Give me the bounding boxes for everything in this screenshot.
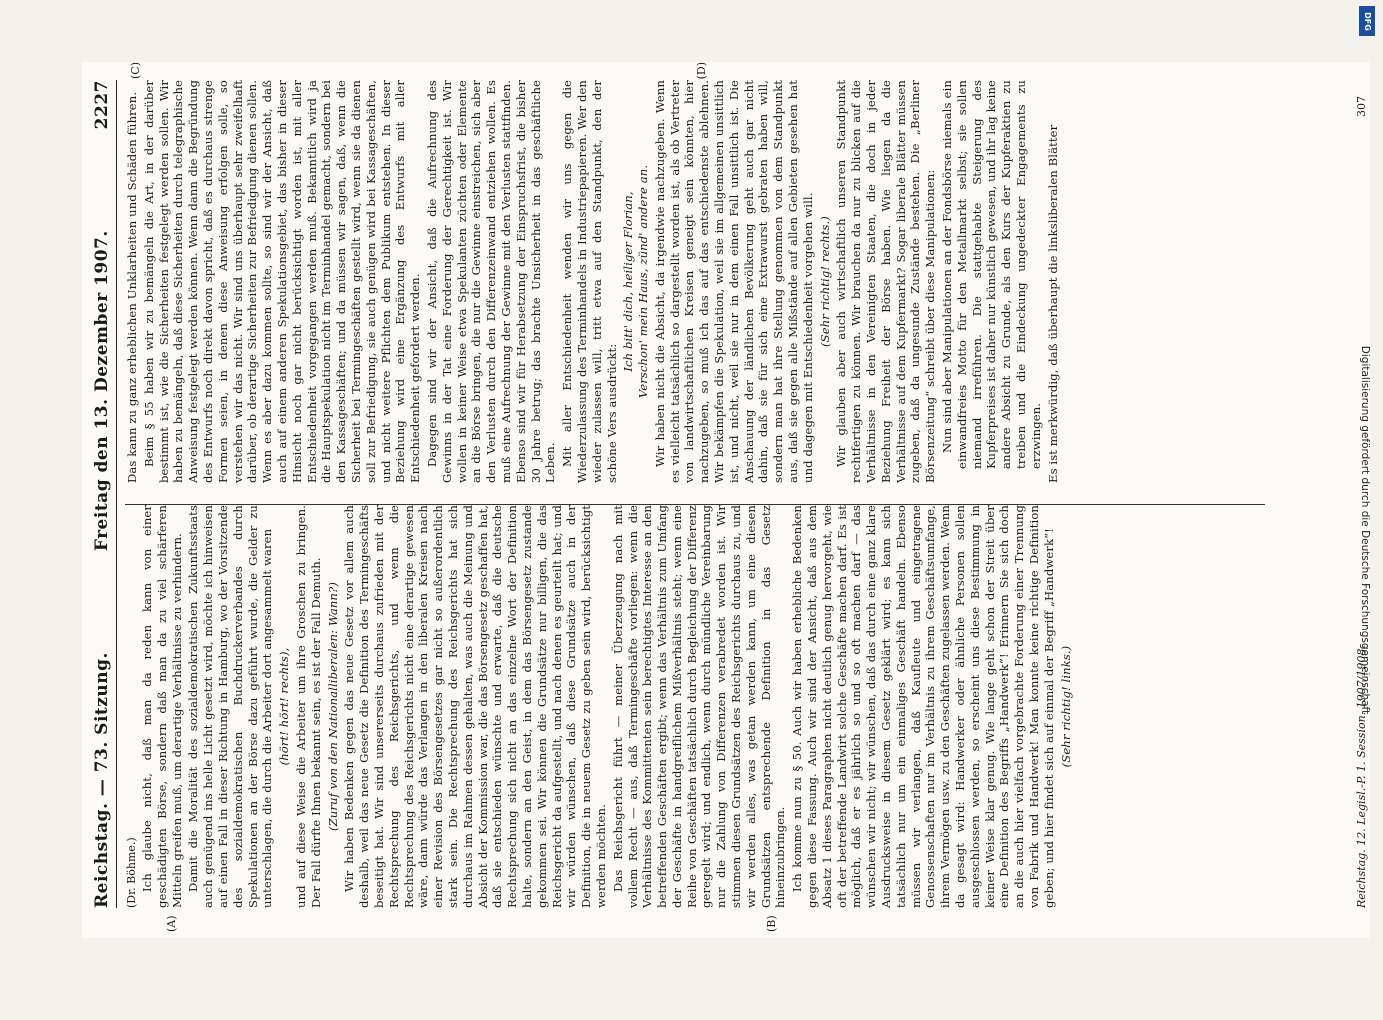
interjection: (Zuruf von den Nationalliberalen: Wann?)	[325, 582, 340, 831]
paragraph: Es ist merkwürdig, daß überhaupt die linksliberalen Blätter	[1045, 124, 1060, 483]
block-quote: Nun sind aber Manipulationen an der Fondsbörse niemals ein einwandfreies Motto für den Metallmarkt selbst; sie sollen niemand irreführen. Die stattgehabte Steigerung des Kupferpreises ist daher nur künstlich gewesen, und ihr lag keine andere Absicht zu Grunde, als den Kurs der Kupferaktien zu treiben und die Eindeckung ungedeckter Engagements zu erzwingen.	[940, 80, 1043, 469]
paragraph: Dagegen sind wir der Ansicht, daß die Aufrechnung des Gewinns in der Tat eine Forderung der Gerechtigkeit ist. Wir wollen in keiner Weise etwa Spekulanten züchten oder Elemente an die Börse bringen, die nur die Gewinne einstreichen, sich aber den Verlusten durch den Differenzeinwand entziehen wollen. Es muß eine Aufrechnung der Gewinne mit den Verlusten stattfinden. Ebenso sind wir für Herabsetzung der Einspruchsfrist, die bisher 30 Jahre betrug; das brachte Unsicherheit in das geschäftliche Leben.	[424, 80, 558, 483]
footer-session: Reichstag. 12. Legisl.-P. 1. Session. 1907/1908.	[1355, 645, 1368, 908]
page-header	[92, 80, 117, 908]
verse-quote: Ich bitt' dich, heiliger Florian, Verschon' mein Haus, zünd' andere an.	[621, 164, 651, 399]
paragraph: und auf diese Weise die Arbeiter um ihre Groschen zu bringen. Der Fall dürfte Ihnen bekannt sein, es ist der Fall Demuth.	[293, 505, 323, 908]
paragraph: Wir haben nicht die Absicht, da irgendwie nachzugeben. Wenn es vielleicht tatsächlich so dargestellt worden ist, als ob Vertreter von landwirtschaftlichen Kreisen geneigt sein könnten, hier nachzugeben, so muß ich das auf das entschiedenste ablehnen. Wir bekämpfen die Spekulation, weil sie im allgemeinen unsittlich ist, und nicht, weil sie nur in dem einen Fall unsittlich ist. Die Anschauung der ländlichen Bevölkerung geht auch gar nicht dahin, daß sie für sich eine Extrawurst gebraten haben will, sondern man hat ihre Stellung genommen von dem Standpunkt aus, daß sie gegen alle Mißstände auf allen Gebieten gesehen hat und dagegen mit Entschiedenheit vorgehen will.	[652, 80, 815, 483]
margin-mark-a: (A)	[165, 915, 178, 932]
digitization-note	[1351, 40, 1379, 1020]
interjection: (Sehr richtig! links.)	[1058, 645, 1073, 768]
paragraph: Mit aller Entschiedenheit wenden wir uns gegen die Wiederzulassung des Terminhandels in Industriepapieren. Wer den wieder zulassen will, tritt etwa auf den Standpunkt, den der schöne Vers ausdrückt:	[560, 80, 619, 483]
footer-page-number: 307	[1355, 96, 1368, 117]
interjection: (hört! hört! rechts),	[277, 647, 292, 766]
left-column	[125, 505, 1285, 932]
page-wrapper	[82, 62, 1370, 938]
paragraph: Wir haben Bedenken gegen das neue Gesetz vor allem auch deshalb, weil das neue Gesetz die Definition des Termingeschäfts beseitigt hat. Wir sind unsererseits durchaus zufrieden mit der Rechtsprechung des Reichsgerichts, und wenn die Rechtsprechung des Reichsgerichts nicht eine derartige gewesen wäre, dann würde das Verlangen in den liberalen Kreisen nach einer Revision des Börsengesetzes gar nicht so außerordentlich stark sein. Die Rechtsprechung des Reichsgerichts hat sich durchaus im Rahmen dessen gehalten, was auch die Meinung und Absicht der Kommission war, die das Börsengesetz geschaffen hat, daß sie entschieden wünschte und erwarte, daß die deutsche Rechtsprechung sich nicht an das einzelne Wort der Definition halte, sondern an den Geist, in dem das Börsengesetz zustande gekommen sei. Wir können die Grundsätze nur billigen, die das Reichsgericht da aufgestellt, und nach denen es geurteilt hat; und wir würden wünschen, daß diese Grundsätze auch in der Definition, die in neuem Gesetz zu geben sein wird, berücksichtigt werden möchten.	[342, 505, 608, 908]
paragraph: Damit die Moralität des sozialdemokratischen Zukunftsstaats auch genügend ins helle Licht gesetzt wird, möchte ich hinweisen auf einen Fall in dieser Richtung in Hamburg, wo der Vorsitzende des sozialdemokratischen Buchdruckerverbandes durch Spekulationen an der Börse dazu geführt wurde, die Gelder zu unterschlagen, die durch die Arbeiter dort angesammelt waren	[186, 505, 275, 908]
paragraph: Wir glauben aber auch wirtschaftlich unseren Standpunkt rechtfertigen zu können. Wir brauchen da nur zu blicken auf die Verhältnisse in den Vereinigten Staaten, die doch in jeder Beziehung Freiheit der Börse haben. Wie liegen da die Verhältnisse auf dem Kupfermarkt? Sogar liberale Blätter müssen zugeben, daß da ungesunde Zustände bestehen. Die „Berliner Börsenzeitung“ schreibt über diese Manipulationen:	[834, 80, 938, 483]
margin-mark-c: (C)	[129, 62, 142, 79]
paragraph: Das kann zu ganz erheblichen Unklarheiten und Schäden führen.	[125, 91, 139, 483]
paragraph: Das Reichsgericht führt — meiner Überzeugung nach mit vollem Recht — aus, daß Termingeschäfte vorliegen: wenn die Verhältnisse des Kommittenten sein berechtigtes Interesse an den betreffenden Geschäften ergibt; wenn das Verhältnis zum Umfang der Geschäfte in handgreiflichem Mißverhältnis steht; wenn eine Reihe von Geschäften tatsächlich durch Begleichung der Differenz geregelt wird; und endlich, wenn durch mündliche Vereinbarung nur die Zahlung von Differenzen verabredet worden ist. Wir stimmen diesen Grundsätzen des Reichsgerichts durchaus zu, und wir werden alles, was getan werden kann, um eine diesen Grundsätzen entsprechende Definition in das Gesetz hineinzubringen.	[610, 505, 788, 908]
header-date: Freitag den 13. Dezember 1907.	[92, 230, 112, 552]
digitization-note-text: Digitalisierung gefördert durch die Deutsche Forschungsgemeinschaft	[1359, 345, 1371, 715]
interjection: (Sehr richtig! rechts.)	[817, 216, 832, 347]
paragraph: Ich glaube nicht, daß man da reden kann von einer geschädigten Börse, sondern daß man da zu viel schärferen Mitteln greifen muß, um derartige Verhältnisse zu verhindern.	[140, 505, 184, 908]
paragraph: Ich komme nun zu § 50. Auch wir haben erhebliche Bedenken gegen diese Fassung. Auch wir sind der Ansicht, daß aus dem Absatz 1 dieses Paragraphen nicht deutlich genug hervorgeht, wie oft der betreffende Landwirt solche Geschäfte machen darf. Es ist möglich, daß er es jährlich so und so oft machen darf — das wünschen wir nicht; wir wünschen, daß das durch eine ganz klare Ausdrucksweise in diesem Gesetz geklärt wird; es kann sich tatsächlich nur um ein einmaliges Geschäft handeln. Ebenso müssen wir verlangen, daß Kaufleute und eingetragene Genossenschaften nur im Verhältnis zu ihrem Geschäftsumfange, ihrem Vermögen usw. zu den Geschäften zugelassen werden. Wenn da gesagt wird: Handwerker oder ähnliche Personen sollen ausgeschlossen werden, so erscheint uns diese Bestimmung in keiner Weise klar genug. Wie lange geht schon der Streit über eine Definition des Begriffs „Handwerk“! Erinnern Sie sich doch an die auch hier vielfach vorgebrachte Forderung einer Trennung von Fabrik und Handwerk! Man konnte keine richtige Definition geben; und hier findet sich auf einmal der Begriff „Handwerk“!	[790, 505, 1056, 908]
paragraph: Beim § 55 haben wir zu bemängeln die Art, in der darüber bestimmt ist, wie die Sicherheiten festgelegt werden sollen. Wir haben zu bemängeln, daß diese Sicherheiten durch telegraphische Anweisung festgelegt werden können. Wenn dann die Begründung des Entwurfs noch direkt davon spricht, daß es durchaus strenge Formen seien, in denen diese Anweisung erfolgen solle, so verstehen wir das nicht. Wir sind uns überhaupt sehr zweifelhaft darüber, ob derartige Sicherheiten zur Befriedigung dienen sollen. Wenn es aber dazu kommen sollte, so sind wir der Ansicht, daß auch auf einem anderen Spekulationsgebiet, das bisher in dieser Hinsicht noch gar nicht berücksichtigt worden ist, mit aller Entschiedenheit vorgegangen werden muß. Bekanntlich wird ja die Hauptspekulation nicht im Terminhandel gemacht, sondern bei den Kassageschäften; und da müssen wir sagen, daß, wenn die Sicherheit bei Termingeschäften gestellt wird, wenn sie da dienen soll zur Befriedigung, sie auch genügen wird bei Kassageschäften, und nicht weitere Pflichten dem Publikum entstehen. In dieser Beziehung wird eine Ergänzung des Entwurfs mit aller Entschiedenheit gefordert werden.	[141, 80, 423, 483]
margin-mark-b: (B)	[765, 915, 778, 932]
margin-mark-d: (D)	[695, 62, 708, 80]
text-columns	[125, 62, 1285, 932]
right-column	[125, 62, 1285, 483]
speaker-label: (Dr. Böhme.)	[125, 837, 138, 908]
scanned-page	[82, 62, 1370, 938]
header-left: Reichstag. — 73. Sitzung.	[92, 652, 112, 908]
dfg-logo: DFG	[1359, 6, 1375, 36]
header-page-number: 2227	[92, 80, 112, 130]
